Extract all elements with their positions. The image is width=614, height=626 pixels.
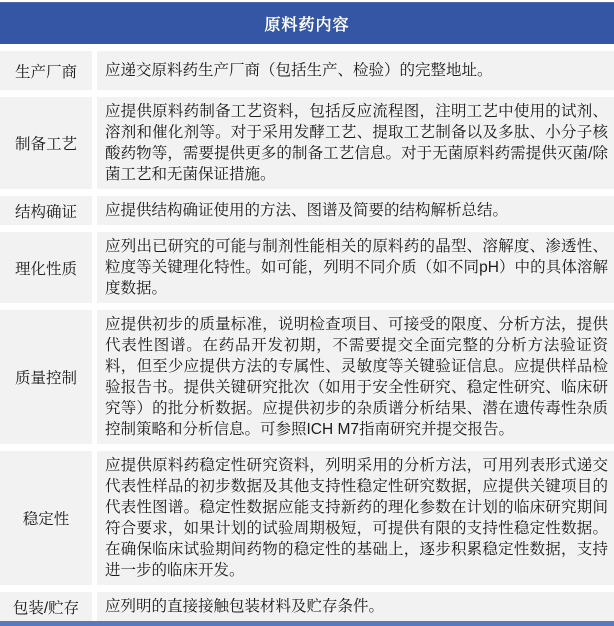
row-content-stability: 应提供原料药稳定性研究资料，列明采用的分析方法，可用列表形式递交代表性样品的初步数据及其他支持性稳定性研究数据，应提供关键项目的代表性图谱。稳定性数据应能支持新药的理化参数在计划的临床研究期间符合要求，如果计划的试验周期极短，可提供有限的支持性稳定性数据。在确保临床试验期间药物的稳定性的基础上，逐步积累稳定性数据，支持进一步的临床开发。 [97,451,614,585]
table-header [0,2,614,44]
table-row [0,310,614,444]
row-content-physicochemical-properties: 应列出已研究的可能与制剂性能相关的原料药的晶型、溶解度、渗透性、粒度等关键理化特性。如可能，列明不同介质（如不同pH）中的具体溶解度数据。 [97,232,614,303]
row-content-structure-confirmation: 应提供结构确证使用的方法、图谱及简要的结构解析总结。 [97,196,614,225]
bottom-rule [0,621,614,626]
row-label-packaging-storage: 包装/贮存 [0,592,92,621]
table-row [0,97,614,189]
table-row [0,592,614,621]
row-content-packaging-storage: 应列明的直接接触包装材料及贮存条件。 [97,592,614,621]
row-content-quality-control: 应提供初步的质量标准，说明检查项目、可接受的限度、分析方法，提供代表性图谱。在药品开发初期，不需要提交全面完整的分析方法验证资料，但至少应提供方法的专属性、灵敏度等关键验证信息。应提供样品检验报告书。提供关键研究批次（如用于安全性研究、稳定性研究、临床研究等）的批分析数据。应提供初步的杂质谱分析结果、潜在遗传毒性杂质控制策略和分析信息。可参照ICH M7指南研究并提交报告。 [97,310,614,444]
row-label-quality-control: 质量控制 [0,310,92,444]
table-row [0,51,614,90]
table-title: 原料药内容 [264,17,350,34]
row-content-manufacturer: 应递交原料药生产厂商（包括生产、检验）的完整地址。 [97,51,614,90]
row-label-manufacturer: 生产厂商 [0,51,92,90]
table-row [0,232,614,303]
table-row [0,451,614,585]
row-content-preparation-process: 应提供原料药制备工艺资料，包括反应流程图，注明工艺中使用的试剂、溶剂和催化剂等。对于采用发酵工艺、提取工艺制备以及多肽、小分子核酸药物等，需要提供更多的制备工艺信息。对于无菌原料药需提供灭菌/除菌工艺和无菌保证措施。 [97,97,614,189]
row-label-stability: 稳定性 [0,451,92,585]
row-label-preparation-process: 制备工艺 [0,97,92,189]
row-label-physicochemical-properties: 理化性质 [0,232,92,303]
table-row [0,196,614,225]
row-label-structure-confirmation: 结构确证 [0,196,92,225]
